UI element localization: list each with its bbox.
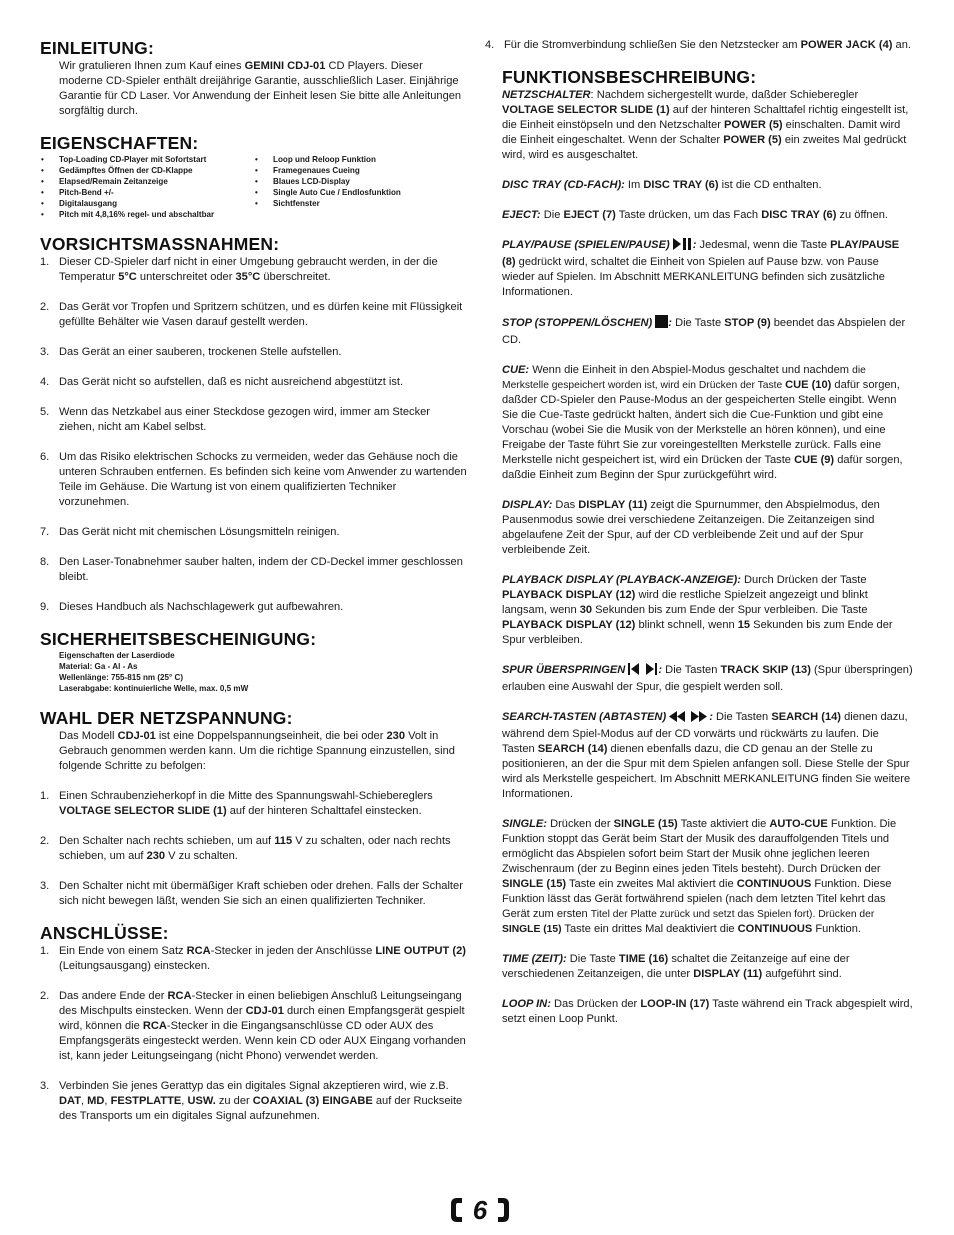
page-number [448,1195,512,1225]
track-skip-icon [628,663,658,680]
feature-item: • Single Auto Cue / Endlosfunktion [254,187,468,198]
laser-spec-line: Eigenschaften der Laserdiode [59,651,175,660]
connection-steps [40,944,468,1124]
precaution-item: 6. Um das Risiko elektrischen Schocks zu vermeiden, weder das Gehäuse noch die unteren Schrauben entfernen. Es befinden sich keine vom Anwender zu wartenden Teile im Gehäuse. Die Wartung ist von einem qualifizierten Techniker vorzunehmen. [40,451,467,508]
desc-loop-in: LOOP IN: Das Drücken der LOOP-IN (17) Taste während ein Track abgespielt wird, setzt einen Loop Punkt. [502,998,913,1025]
voltage-step: 2. Den Schalter nach rechts schieben, um auf 115 V zu schalten, oder nach rechts schieben, um auf 230 V zu schalten. [40,835,451,862]
laser-spec-line: Wellenlänge: 755-815 nm (25° C) [59,673,184,682]
netzspannung-intro: Das Modell CDJ-01 ist eine Doppelspannungseinheit, die bei oder 230 Volt in Gebrauch genommen werden kann. Um die richtige Spannung einzustellen, sind folgende Schritte zu befolgen: [59,730,455,772]
search-icon [669,711,709,727]
precaution-item: 3. Das Gerät an einer sauberen, trockenen Stelle aufstellen. [40,346,342,358]
desc-disc-tray: DISC TRAY (CD-FACH): Im DISC TRAY (6) ist die CD enthalten. [502,179,822,191]
stop-icon [655,315,668,333]
desc-track-skip: SPUR ÜBERSPRINGEN : Die Tasten TRACK SKIP (13) (Spur überspringen) erlauben eine Auswahl der Spur, die gespielt werden soll. [502,664,913,693]
desc-display: DISPLAY: Das DISPLAY (11) zeigt die Spurnummer, den Abspielmodus, den Pausenmodus sowie drei verschiedene Zeitanzeigen. Die Zeitanzeigen sind abgelaufene Zeit der Spur, auf der CD verbleibende Zeit und auf der Spur verbleibende Zeit. [502,499,880,556]
feature-list [40,154,468,220]
desc-single: SINGLE: Drücken der SINGLE (15) Taste aktiviert die AUTO-CUE Funktion. Die Funktion stoppt das Gerät beim Start der Musik des darauffolgenden Titels und ermöglicht das Abspielen sofort beim Start der Musik ohne jeglichen leeren Zwischenraum (der zu Beginn eines jeden Titels besteht). Durch Drücken der SINGLE (15) Taste ein zweites Mal aktiviert die CONTINUOUS Funktion. Diese Funktion lässt das Gerät fortwährend spielen (nach dem letzten Titel kehrt das Gerät zum ersten Titel der Platte zurück und setzt das Spielen fort). Drücken der SINGLE (15) Taste ein drittes Mal deaktiviert die CONTINUOUS Funktion. [502,818,897,935]
heading-funktionsbeschreibung: FUNKTIONSBESCHREIBUNG: [502,67,757,87]
feature-column-1 [40,154,254,220]
section-vorsicht [40,234,468,615]
desc-eject: EJECT: Die EJECT (7) Taste drücken, um das Fach DISC TRAY (6) zu öffnen. [502,209,889,221]
precaution-item: 2. Das Gerät vor Tropfen und Spritzern schützen, und es dürfen keine mit Flüssigkeit gefüllte Behälter wie Vasen darauf gestellt werden. [40,301,463,328]
einleitung-text: Wir gratulieren Ihnen zum Kauf eines GEMINI CDJ-01 CD Players. Dieser moderne CD-Spieler enthält dreijährige Garantie, ausschließlich Laser. Einjährige Garantie für CD Laser. Vor Anwendung der Einheit lesen Sie bitte alle Anleitungen sorgfältig durch. [59,60,462,117]
feature-item: • Sichtfenster [254,198,468,209]
voltage-steps [40,789,468,909]
feature-column-2 [254,154,468,220]
bracket-left-shape [451,1198,462,1222]
precaution-list [40,255,468,615]
function-descriptions [485,88,913,1027]
section-einleitung [40,38,468,119]
feature-item: • Digitalausgang [40,198,254,209]
desc-play-pause: PLAY/PAUSE (SPIELEN/PAUSE) : Jedesmal, wenn die Taste PLAY/PAUSE (8) gedrückt wird, schaltet die Einheit von Spielen auf Pause bzw. von Pause wieder auf Spielen. Im Abschnitt MERKANLEITUNG befinden sich zusätzliche Informationen. [502,239,900,298]
heading-eigenschaften: EIGENSCHAFTEN: [40,133,199,153]
desc-netzschalter: NETZSCHALTER: Nachdem sichergestellt wurde, daßder Schieberegler VOLTAGE SELECTOR SLIDE (1) auf der hinteren Schalttafel richtig eingestellt ist, die Einheit einstöpseln und den Netzschalter POWER (5) einschalten. Damit wird die Einheit eingeschaltet. Wenn der Schalter POWER (5) ein zweites Mal gedrückt wird, wird es ausgeschaltet. [502,89,909,161]
power-step [485,38,913,53]
feature-item: • Top-Loading CD-Player mit Sofortstart [40,154,254,165]
play-pause-icon [673,238,693,255]
connection-step: 3. Verbinden Sie jenes Gerattyp das ein digitales Signal akzeptieren wird, wie z.B. DAT, MD, FESTPLATTE, USW. zu der COAXIAL (3) EINGABE auf der Ruckseite des Transports um ein digitales Signal aufzunehmen. [40,1080,463,1122]
connection-step: 4. Für die Stromverbindung schließen Sie den Netzstecker am POWER JACK (4) an. [485,39,911,51]
bracket-right-shape [498,1198,509,1222]
section-eigenschaften [40,133,468,220]
feature-item: • Pitch-Bend +/- [40,187,254,198]
laser-spec-line: Laserabgabe: kontinuierliche Welle, max. 0,5 mW [59,684,249,693]
feature-item: • Pitch mit 4,8,16% regel- und abschaltbar [40,209,254,220]
right-column [485,38,913,1027]
feature-item: • Blaues LCD-Display [254,176,468,187]
desc-cue: CUE: Wenn die Einheit in den Abspiel-Modus geschaltet und nachdem die Merkstelle gespeichert worden ist, wird ein Drücken der Taste CUE (10) dafür sorgen, daßder CD-Spieler den Pause-Modus an der gespeicherten Stelle eingibt. Wenn Sie die Cue-Taste gedrückt halten, ändert sich die Cue-Funktion und gibt eine Vorschau (wobei Sie die Musik von der Merkstelle an hören können), und eine Freigabe der Taste führt Sie zur voreingestellten Merkstelle zurück. Falls eine Merkstelle nicht gespeichert ist, wird ein Drücken der Taste CUE (9) dafür sorgen, daßdie Einheit zum Beginn der Spur zurückgeführt wird. [502,364,903,481]
feature-item: • Framegenaues Cueing [254,165,468,176]
heading-sicherheit: SICHERHEITSBESCHEINIGUNG: [40,629,317,649]
laser-spec-line: Material: Ga - Al - As [59,662,138,671]
heading-vorsicht: VORSICHTSMASSNAHMEN: [40,234,280,254]
section-anschluesse [40,923,468,1124]
desc-stop: STOP (STOPPEN/LÖSCHEN) : Die Taste STOP (9) beendet das Abspielen der CD. [502,317,906,346]
feature-item: • Loop und Reloop Funktion [254,154,468,165]
section-sicherheit [40,629,468,694]
precaution-item: 7. Das Gerät nicht mit chemischen Lösungsmitteln reinigen. [40,526,340,538]
connection-step: 1. Ein Ende von einem Satz RCA-Stecker in jeden der Anschlüsse LINE OUTPUT (2) (Leitungsausgang) einstecken. [40,945,466,972]
precaution-item: 4. Das Gerät nicht so aufstellen, daß es nicht ausreichend abgestützt ist. [40,376,404,388]
voltage-step: 3. Den Schalter nicht mit übermäßiger Kraft schieben oder drehen. Falls der Schalter sich nicht bewegen läßt, wenden Sie sich an einen qualifizierten Techniker. [40,880,463,907]
desc-search: SEARCH-TASTEN (ABTASTEN) : Die Tasten SEARCH (14) dienen dazu, während dem Spiel-Modus auf der CD vorwärts und rückwärts zu laufen. Die Tasten SEARCH (14) dienen ebenfalls dazu, die CD genau an der Stelle zu positionieren, an der die Spur mit dem Spielen anfangen soll. Diese Stelle der Spur wird als Merkstelle gespeichert. Im Abschnitt MERKANLEITUNG finden Sie weitere Informationen. [502,711,911,800]
precaution-item: 5. Wenn das Netzkabel aus einer Steckdose gezogen wird, immer am Stecker ziehen, nicht am Kabel selbst. [40,406,430,433]
voltage-step: 1. Einen Schraubenzieherkopf in die Mitte des Spannungswahl-Schiebereglers VOLTAGE SELECTOR SLIDE (1) auf der hinteren Schalttafel einstecken. [40,790,433,817]
desc-time: TIME (ZEIT): Die Taste TIME (16) schaltet die Zeitanzeige auf eine der verschiedenen Zeitanzeigen, die unter DISPLAY (11) aufgeführt sind. [502,953,850,980]
heading-netzspannung: WAHL DER NETZSPANNUNG: [40,708,293,728]
desc-playback-display: PLAYBACK DISPLAY (PLAYBACK-ANZEIGE): Durch Drücken der Taste PLAYBACK DISPLAY (12) wird die restliche Spielzeit angezeigt und blinkt langsam, wenn 30 Sekunden bis zum Ende der Spur verbleiben. Die Taste PLAYBACK DISPLAY (12) blinkt schnell, wenn 15 Sekunden bis zum Ende der Spur verbleiben. [502,574,893,646]
precaution-item: 1. Dieser CD-Spieler darf nicht in einer Umgebung gebraucht werden, in der die Temperatur 5°C unterschreitet oder 35°C überschreitet. [40,256,438,283]
left-column [40,38,468,1124]
heading-anschluesse: ANSCHLÜSSE: [40,923,169,943]
feature-item: • Gedämpftes Öffnen der CD-Klappe [40,165,254,176]
precaution-item: 9. Dieses Handbuch als Nachschlagewerk gut aufbewahren. [40,601,344,613]
section-netzspannung [40,708,468,909]
heading-einleitung: EINLEITUNG: [40,38,155,58]
feature-item: • Elapsed/Remain Zeitanzeige [40,176,254,187]
page-number-text: 6 [472,1195,488,1225]
connection-step: 2. Das andere Ende der RCA-Stecker in einen beliebigen Anschluß Leitungseingang des Mischpults einstecken. Wenn der CDJ-01 durch einen Empfangsgerät gespielt wird, können die RCA-Stecker in die Eingangsanschlüsse CD oder AUX des Empfangsgeräts eingesteckt werden. Wenn kein CD oder AUX Eingang vorhanden ist, kann jeder Leitungseingang (nicht Phono) verwendet werden. [40,990,466,1062]
precaution-item: 8. Den Laser-Tonabnehmer sauber halten, indem der CD-Deckel immer geschlossen bleibt. [40,556,463,583]
page-number-graphic [448,1195,512,1225]
